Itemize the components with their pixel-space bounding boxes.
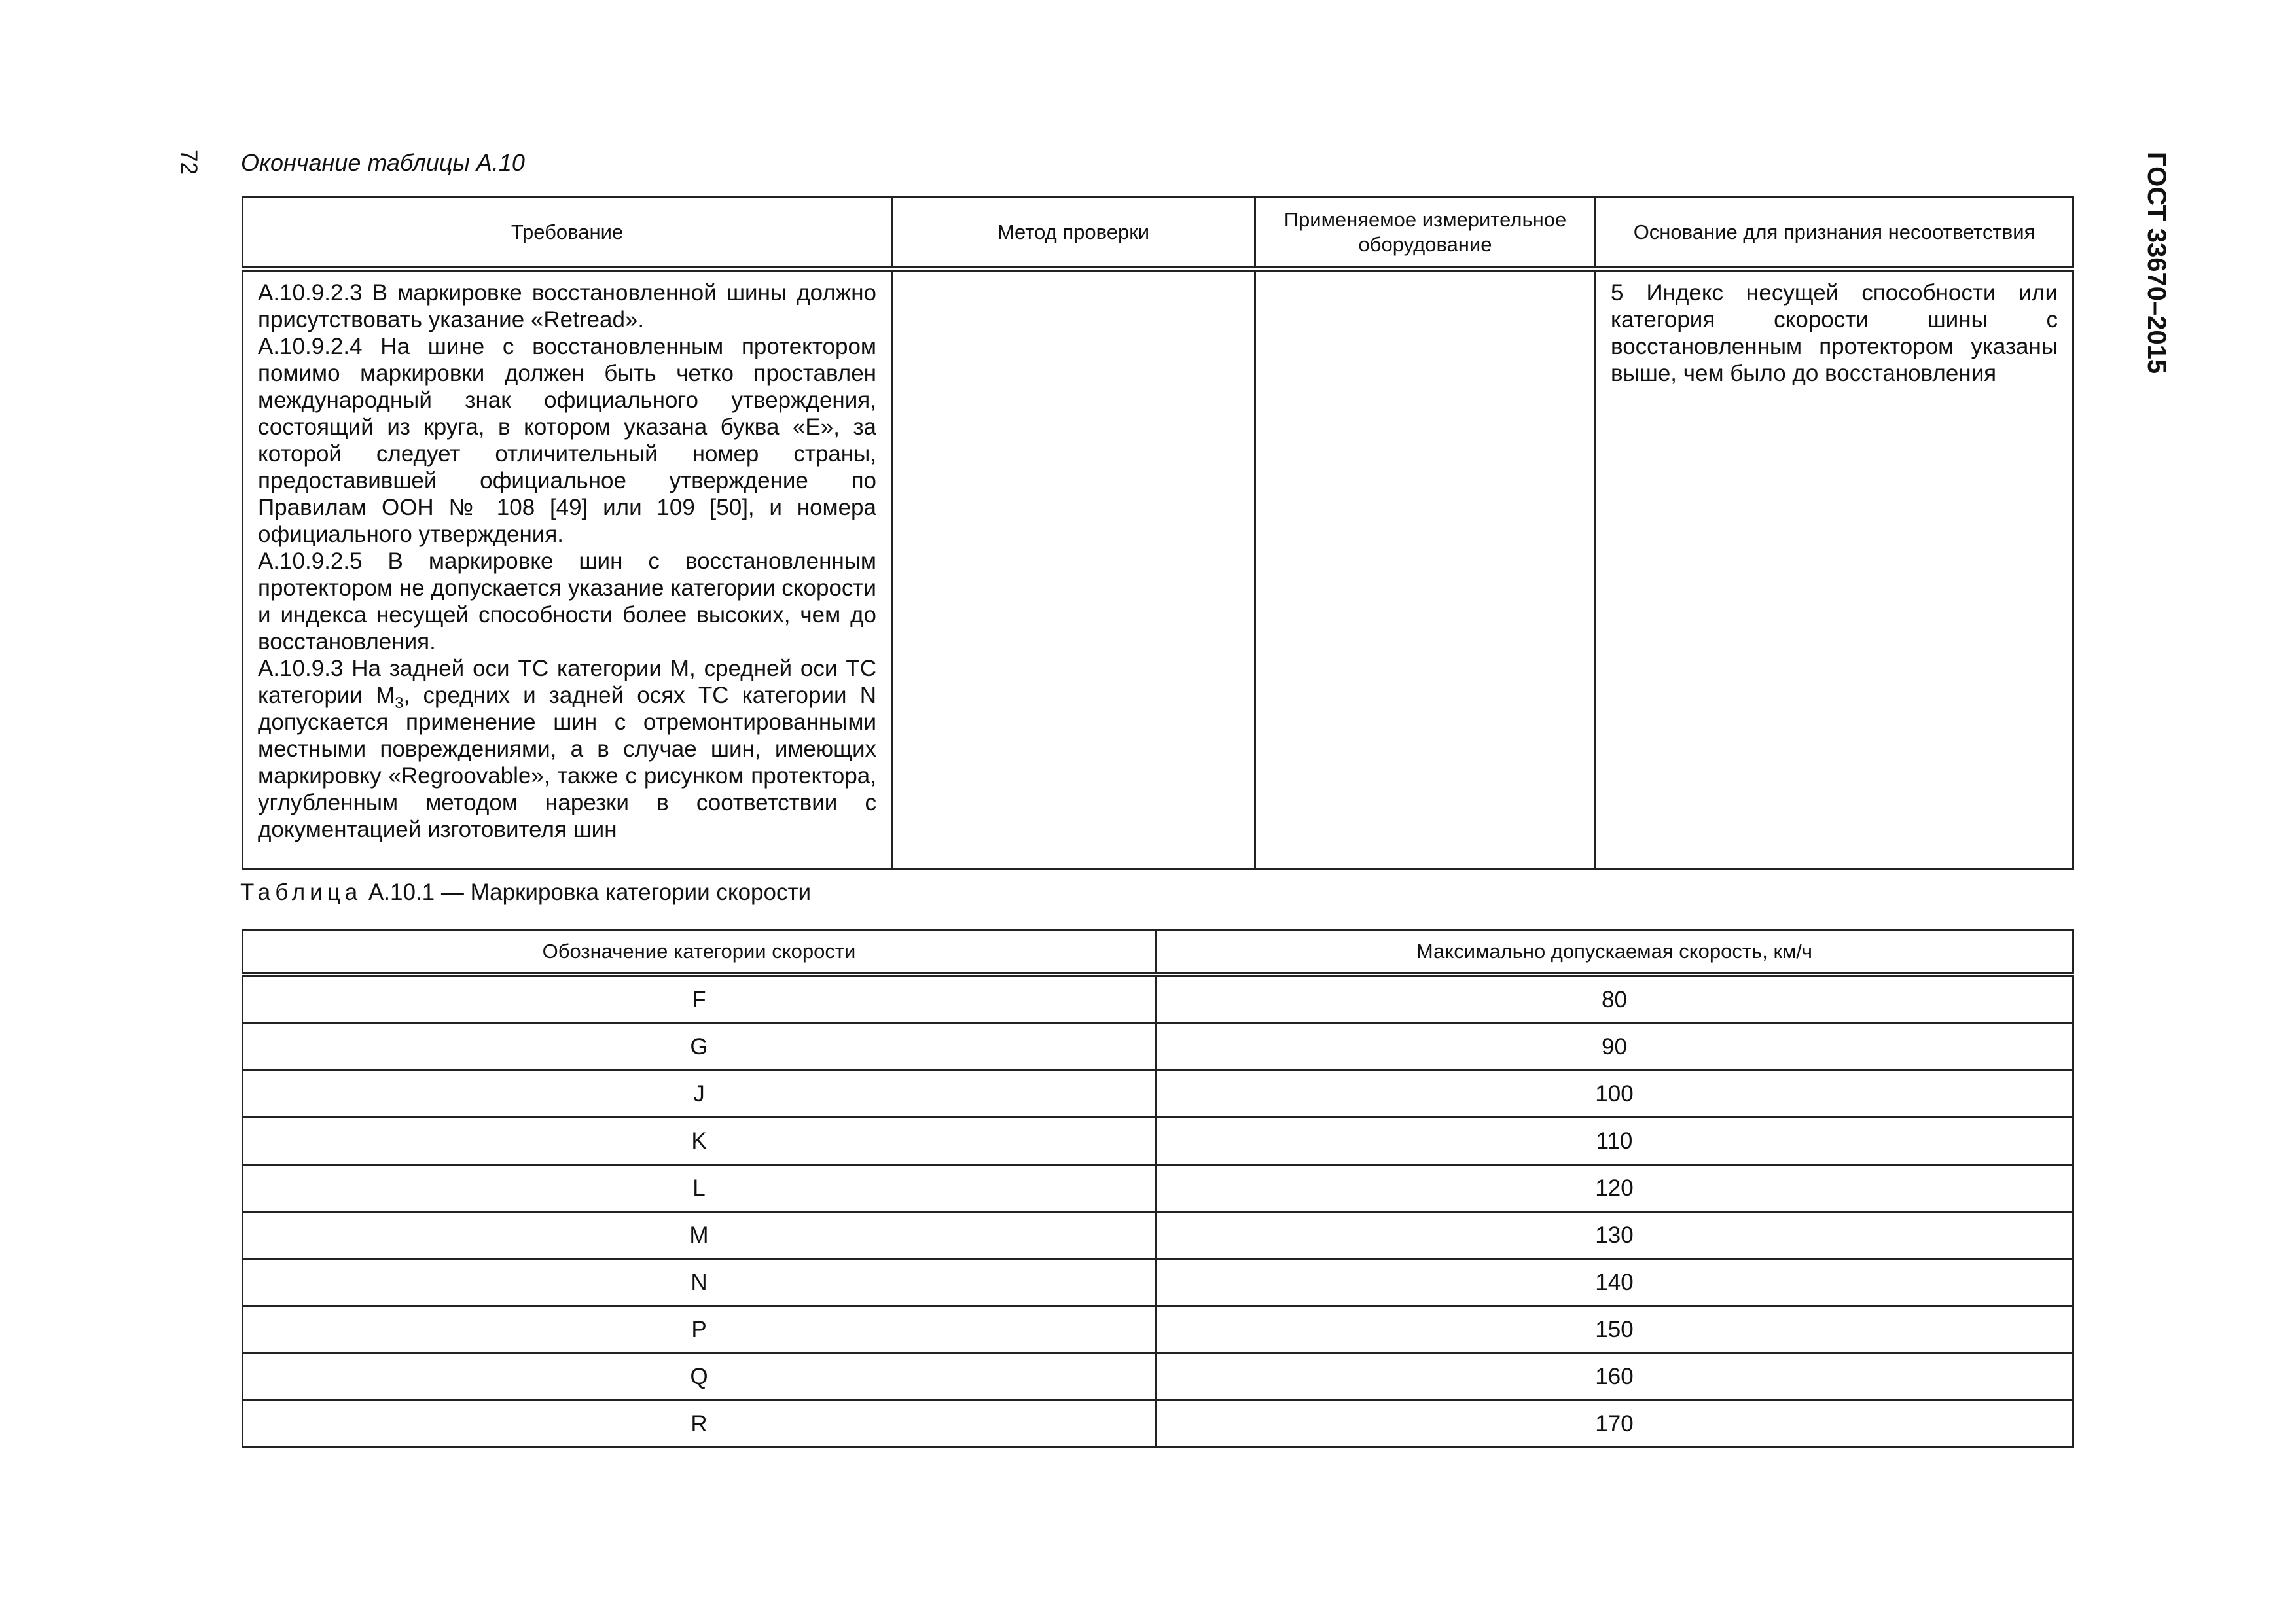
requirement-paragraph-a1093: [258, 655, 876, 843]
requirement-cell: [243, 269, 892, 870]
standard-code: ГОСТ 33670–2015: [2142, 152, 2171, 374]
table-row: [243, 974, 2073, 1024]
table-header-row: [243, 198, 2073, 270]
max-speed-cell: 80: [1156, 974, 2073, 1024]
max-speed-cell: 90: [1156, 1024, 2073, 1071]
speed-category-cell: P: [243, 1306, 1156, 1353]
max-speed-cell: 150: [1156, 1306, 2073, 1353]
speed-category-cell: R: [243, 1400, 1156, 1448]
max-speed-cell: 110: [1156, 1118, 2073, 1165]
speed-category-cell: Q: [243, 1353, 1156, 1400]
header-basis: Основание для признания несоответствия: [1596, 198, 2073, 270]
header-equipment: Применяемое измерительное оборудование: [1255, 198, 1596, 270]
requirement-paragraph: А.10.9.2.3 В маркировке восстановленной шины должно присутствовать указание «Retread».: [258, 280, 876, 332]
method-cell: [892, 269, 1255, 870]
speed-category-cell: G: [243, 1024, 1156, 1071]
basis-cell: 5 Индекс несущей способности или категория скорости шины с восстановленным протектором указаны выше, чем было до восстановления: [1596, 269, 2073, 870]
max-speed-cell: 120: [1156, 1165, 2073, 1212]
table-row: [243, 1212, 2073, 1259]
table-row: [243, 1400, 2073, 1448]
table-caption-label: Таблица: [240, 880, 363, 905]
header-method: Метод проверки: [892, 198, 1255, 270]
max-speed-cell: 100: [1156, 1071, 2073, 1118]
table-a101: [242, 929, 2074, 1448]
requirement-paragraph: А.10.9.2.5 В маркировке шин с восстановленным протектором не допускается указание категории скорости и индекса несущей способности более высоких, чем до восстановления.: [258, 548, 876, 654]
equipment-cell: [1255, 269, 1596, 870]
page-number: 72: [176, 149, 202, 175]
table-row: [243, 1306, 2073, 1353]
requirement-text: , средних и задней осях ТС категории N допускается применение шин с отремонтированными местными повреждениями, а в случае шин, имеющих маркировку «Regroovable», также с рисунком протектора, углубленным методом нарезки в соответствии с документацией изготовителя шин: [258, 683, 876, 842]
subscript: 3: [395, 694, 404, 712]
speed-category-cell: F: [243, 974, 1156, 1024]
header-requirement: Требование: [243, 198, 892, 270]
speed-category-cell: L: [243, 1165, 1156, 1212]
requirement-text: А.10.9.3 На задней оси ТС категории М, средней оси ТС категории М: [258, 656, 876, 708]
table-caption-text: А.10.1 — Маркировка категории скорости: [362, 880, 812, 905]
header-speed-category: Обозначение категории скорости: [243, 931, 1156, 975]
table-a10: [242, 196, 2074, 870]
max-speed-cell: 140: [1156, 1259, 2073, 1306]
max-speed-cell: 160: [1156, 1353, 2073, 1400]
table-row: [243, 1024, 2073, 1071]
table-row: [243, 269, 2073, 870]
table-caption: [240, 877, 811, 908]
table-row: [243, 1165, 2073, 1212]
requirement-paragraph: А.10.9.2.4 На шине с восстановленным протектором помимо маркировки должен быть четко проставлен международный знак официального утверждения, состоящий из круга, в котором указана буква «Е», за которой следует отличительный номер страны, предоставившей официальное утверждение по Правилам ООН № 108 [49] или 109 [50], и номера официального утверждения.: [258, 334, 876, 547]
table-row: [243, 1259, 2073, 1306]
table-row: [243, 1071, 2073, 1118]
table-header-row: [243, 931, 2073, 975]
table-row: [243, 1353, 2073, 1400]
speed-category-cell: K: [243, 1118, 1156, 1165]
table-row: [243, 1118, 2073, 1165]
header-max-speed: Максимально допускаемая скорость, км/ч: [1156, 931, 2073, 975]
max-speed-cell: 130: [1156, 1212, 2073, 1259]
speed-category-cell: M: [243, 1212, 1156, 1259]
table-continuation-title: Окончание таблицы А.10: [241, 149, 525, 176]
speed-category-cell: N: [243, 1259, 1156, 1306]
speed-category-cell: J: [243, 1071, 1156, 1118]
max-speed-cell: 170: [1156, 1400, 2073, 1448]
